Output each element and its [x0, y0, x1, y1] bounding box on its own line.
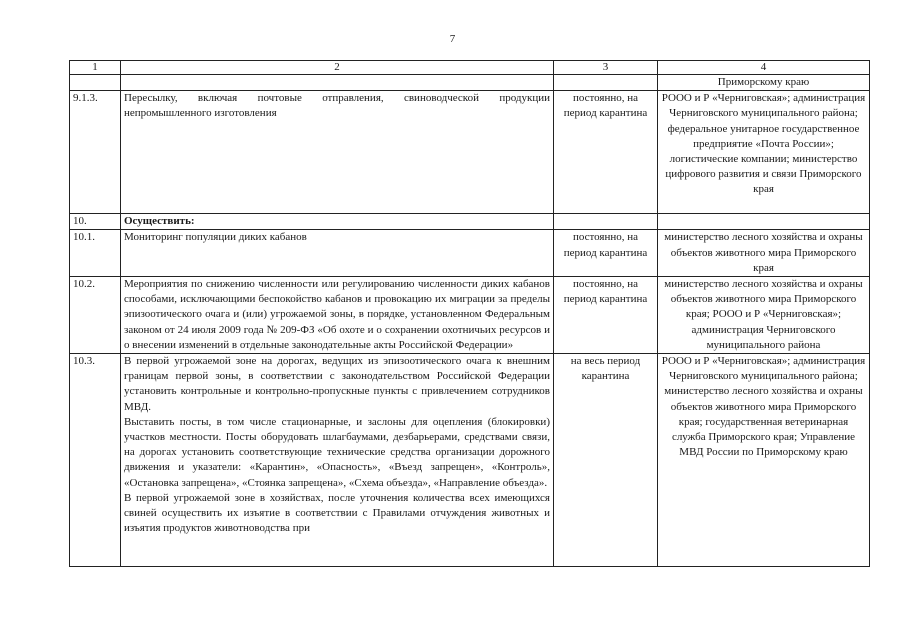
table-header-row: [70, 61, 870, 75]
row-term: [554, 75, 658, 91]
row-description: Мероприятия по снижению численности или регулированию численности диких кабанов способами, исключающими беспокойство кабанов и провокацию их миграции за пределы эпизоотического очага и (или) угрожаемой зоны, в порядке, установленном Федеральным законом от 24 июля 2009 года № 209-ФЗ «Об охоте и о сохранении охотничьих ресурсов и о внесении изменений в отдельные законодательные акты Российской Федерации»: [121, 277, 554, 354]
row-description: Мониторинг популяции диких кабанов: [121, 230, 554, 277]
table-row: [70, 91, 870, 214]
row-num: 9.1.3.: [70, 91, 121, 214]
row-num: 10.1.: [70, 230, 121, 277]
row-description: Пересылку, включая почтовые отправления, свиноводческой продукции непромышленного изготовления: [121, 91, 554, 214]
row-responsible: [658, 214, 870, 230]
column-header-3: 3: [554, 61, 658, 75]
row-responsible: РООО и Р «Черниговская»; администрация Черниговского муниципального района; министерство лесного хозяйства и охраны объектов животного мира Приморского края; государственная ветеринарная служба Приморского края; Управление МВД России по Приморскому краю: [658, 354, 870, 567]
row-num: [70, 75, 121, 91]
description-paragraph: В первой угрожаемой зоне на дорогах, ведущих из эпизоотического очага к внешним границам первой зоны, в соответствии с законодательством Российской Федерации установить контрольные и контрольно-пропускные пункты с привлечением сотрудников МВД.: [124, 355, 550, 413]
table-row: [70, 214, 870, 230]
page-number: 7: [449, 33, 456, 45]
row-responsible: Приморскому краю: [658, 75, 870, 91]
row-num: 10.2.: [70, 277, 121, 354]
row-term: [554, 214, 658, 230]
description-paragraph: Выставить посты, в том числе стационарные, и заслоны для оцепления (блокировки) участков местности. Посты оборудовать шлагбаумами, дезбарьерами, средствами связи, на дорогах установить соответствующие технические средства организации дорожного движения и указатели: «Карантин», «Опасность», «Въезд запрещен», «Контроль», «Остановка запрещена», «Стоянка запрещена», «Схема объезда», «Направление объезда».: [124, 415, 550, 489]
row-term: постоянно, на период карантина: [554, 277, 658, 354]
column-header-4: 4: [658, 61, 870, 75]
column-header-2: 2: [121, 61, 554, 75]
row-description: [121, 75, 554, 91]
row-term: постоянно, на период карантина: [554, 91, 658, 214]
row-num: 10.3.: [70, 354, 121, 567]
table-row: [70, 354, 870, 567]
carryover-row: [70, 75, 870, 91]
measures-table: [69, 60, 870, 567]
column-header-1: 1: [70, 61, 121, 75]
row-responsible: РООО и Р «Черниговская»; администрация Черниговского муниципального района; федеральное унитарное государственное предприятие «Почта России»; логистические компании; министерство цифрового развития и связи Приморского края: [658, 91, 870, 214]
row-description: Осуществить:: [121, 214, 554, 230]
description-paragraph: В первой угрожаемой зоне в хозяйствах, после уточнения количества всех имеющихся свиней осуществить их изъятие в соответствии с Правилами отчуждения животных и изъятия продуктов животноводства при: [124, 491, 550, 535]
row-term: на весь период карантина: [554, 354, 658, 567]
row-responsible: министерство лесного хозяйства и охраны объектов животного мира Приморского края; РООО и Р «Черниговская»; администрация Черниговского муниципального района: [658, 277, 870, 354]
row-responsible: министерство лесного хозяйства и охраны объектов животного мира Приморского края: [658, 230, 870, 277]
row-num: 10.: [70, 214, 121, 230]
table-row: [70, 230, 870, 277]
row-description: [121, 354, 554, 567]
row-term: постоянно, на период карантина: [554, 230, 658, 277]
table-row: [70, 277, 870, 354]
